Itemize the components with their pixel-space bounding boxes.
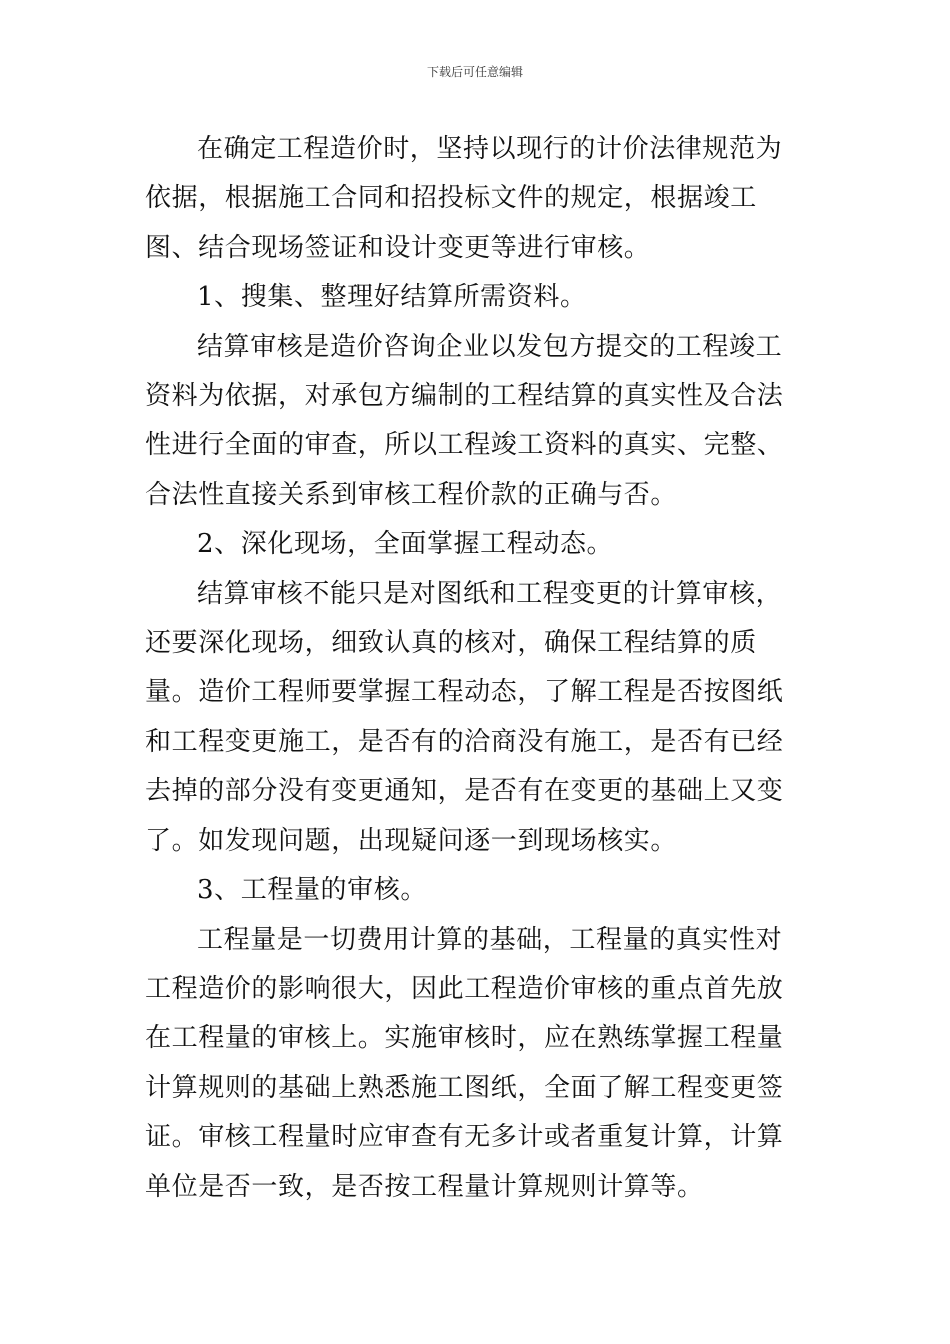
header-note: 下载后可任意编辑	[426, 65, 523, 79]
paragraph-section-3: 工程量是一切费用计算的基础，工程量的真实性对工程造价的影响很大，因此工程造价审核的重点首先放在工程量的审核上。实施审核时，应在熟练掌握工程量计算规则的基础上熟悉施工图纸，全面了解工程变更签证。审核工程量时应审查有无多计或者重复计算，计算单位是否一致，是否按工程量计算规则计算等。	[145, 924, 784, 1202]
section-heading-1: 1、搜集、整理好结算所需资料。	[197, 282, 587, 313]
document-body	[145, 125, 807, 1212]
paragraph-intro: 在确定工程造价时，坚持以现行的计价法律规范为依据，根据施工合同和招投标文件的规定，根据竣工图、结合现场签证和设计变更等进行审核。	[145, 134, 783, 263]
paragraph-section-2: 结算审核不能只是对图纸和工程变更的计算审核，还要深化现场，细致认真的核对，确保工程结算的质量。造价工程师要掌握工程动态，了解工程是否按图纸和工程变更施工，是否有的洽商没有施工，是否有已经去掉的部分没有变更通知，是否有在变更的基础上又变了。如发现问题，出现疑问逐一到现场核实。	[145, 578, 784, 856]
section-heading-3: 3、工程量的审核。	[197, 875, 427, 906]
section-heading-2: 2、深化现场，全面掌握工程动态。	[197, 529, 614, 560]
paragraph-section-1: 结算审核是造价咨询企业以发包方提交的工程竣工资料为依据，对承包方编制的工程结算的真实性及合法性进行全面的审查，所以工程竣工资料的真实、完整、合法性直接关系到审核工程价款的正确与否。	[145, 331, 784, 510]
